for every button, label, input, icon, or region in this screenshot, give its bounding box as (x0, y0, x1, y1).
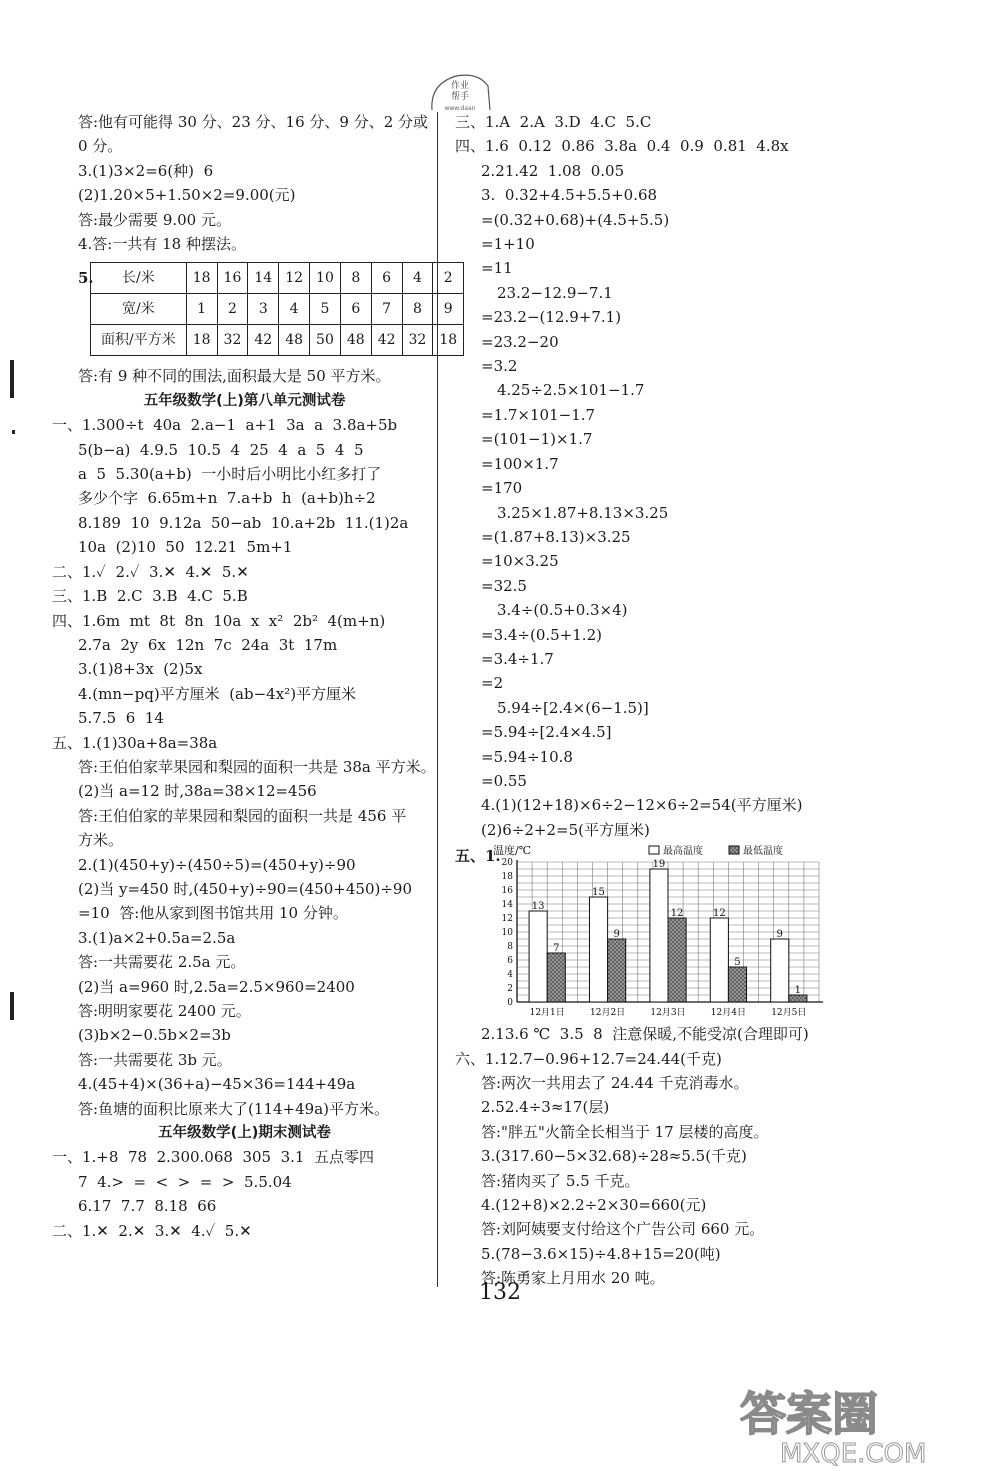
answer-line: 答:有 9 种不同的围法,面积最大是 50 平方米。 (78, 367, 391, 386)
data-label-low: 7 (553, 943, 560, 955)
legend-swatch-low (729, 846, 739, 854)
y-tick-label: 14 (501, 900, 513, 911)
answer-line: (2)当 a=960 时,2.5a=2.5×960=2400 (78, 977, 355, 996)
answer-line: 2.13.6 ℃ 3.5 8 注意保暖,不能受凉(合理即可) (481, 1025, 809, 1044)
answer-line: =5.94÷10.8 (481, 747, 573, 766)
data-label-high: 19 (652, 859, 666, 871)
answer-line: 0 分。 (78, 137, 123, 156)
answer-line: 8.189 10 9.12a 50−ab 10.a+2b 11.(1)2a (78, 513, 409, 532)
answer-line: 4.25÷2.5×101−1.7 (497, 381, 645, 400)
answer-line: (3)b×2−0.5b×2=3b (78, 1026, 231, 1045)
answer-line: =3.4÷1.7 (481, 649, 554, 668)
table-cell: 6 (340, 294, 371, 325)
margin-mark (12, 430, 15, 434)
data-label-high: 12 (712, 908, 726, 920)
y-tick-label: 16 (501, 886, 513, 897)
answer-line: 4.(45+4)×(36+a)−45×36=144+49a (78, 1075, 356, 1094)
x-tick-label: 12月4日 (710, 1008, 746, 1019)
answer-line: 四、1.6 0.12 0.86 3.8a 0.4 0.9 0.81 4.8x (455, 137, 789, 156)
table-cell: 4 (279, 294, 310, 325)
watermark-site: MXQE.COM (780, 1439, 927, 1468)
answer-line: 2.7a 2y 6x 12n 7c 24a 3t 17m (78, 635, 338, 654)
stamp-line-2: 帮手 (450, 92, 470, 102)
answer-line: 4.答:一共有 18 种摆法。 (78, 235, 246, 254)
table-cell: 4 (402, 263, 433, 294)
y-tick-label: 10 (501, 928, 513, 939)
answer-line: 答:最少需要 9.00 元。 (78, 210, 231, 229)
page-number: 132 (479, 1280, 521, 1305)
x-tick-label: 12月3日 (650, 1008, 686, 1019)
table-cell: 2 (217, 294, 248, 325)
bar-high-temp (589, 897, 607, 1002)
data-label-low: 5 (734, 957, 741, 969)
answer-line: 一、1.300÷t 40a 2.a−1 a+1 3a a 3.8a+5b (52, 416, 398, 435)
answer-line: =3.2 (481, 357, 518, 376)
table-cell: 5 (310, 294, 341, 325)
legend-label-low: 最低温度 (743, 846, 783, 858)
section-title: 五年级数学(上)期末测试卷 (158, 1125, 331, 1142)
table-cell: 10 (310, 263, 341, 294)
table-cell: 50 (310, 325, 341, 356)
answer-line: =170 (481, 479, 523, 498)
y-tick-label: 2 (507, 984, 513, 995)
answer-line: (2)当 a=12 时,38a=38×12=456 (78, 782, 317, 801)
table-row-header: 长/米 (91, 263, 187, 294)
answer-line: (2)1.20×5+1.50×2=9.00(元) (78, 186, 296, 205)
bar-low-temp (608, 939, 626, 1002)
bar-low-temp (668, 918, 686, 1002)
table-row (91, 325, 464, 356)
answer-line: 答:一共需要花 3b 元。 (78, 1050, 232, 1069)
answer-line: 23.2−12.9−7.1 (497, 283, 613, 302)
answer-line: =1+10 (481, 235, 535, 254)
answer-line: =11 (481, 259, 513, 278)
answer-line: 一、1.+8 78 2.300.068 305 3.1 五点零四 (52, 1148, 375, 1167)
data-label-low: 9 (613, 929, 620, 941)
y-tick-label: 20 (501, 858, 513, 869)
answer-line: =32.5 (481, 576, 527, 595)
answer-line: 4.(12+8)×2.2÷2×30=660(元) (481, 1196, 707, 1215)
left-answers-bottom (52, 364, 437, 1243)
answer-line: 5(b−a) 4.9.5 10.5 4 25 4 a 5 4 5 (78, 440, 364, 459)
answer-circle-watermark (720, 1378, 990, 1468)
data-label-high: 13 (531, 901, 545, 913)
right-answers-top (455, 110, 935, 842)
answer-line: 答:刘阿姨要支付给这个广告公司 660 元。 (481, 1220, 765, 1239)
bar-low-temp (789, 995, 807, 1002)
answer-line: 三、1.B 2.C 3.B 4.C 5.B (52, 587, 248, 606)
table-cell: 14 (248, 263, 279, 294)
answer-line: =10×3.25 (481, 552, 559, 571)
answer-line: 二、1.✕ 2.✕ 3.✕ 4.✓ 5.✕ (52, 1221, 252, 1240)
data-label-low: 12 (670, 908, 684, 920)
legend-label-high: 最高温度 (663, 846, 703, 858)
answer-line: 答:猪肉买了 5.5 千克。 (481, 1171, 640, 1190)
answer-line: =100×1.7 (481, 454, 559, 473)
bar-high-temp (650, 869, 668, 1002)
answer-line: =3.4÷(0.5+1.2) (481, 625, 602, 644)
x-tick-label: 12月2日 (590, 1008, 626, 1019)
margin-mark (10, 360, 14, 398)
answer-line: 答:"胖五"火箭全长相当于 17 层楼的高度。 (481, 1122, 769, 1141)
left-column (52, 110, 458, 1243)
table-row-header: 面积/平方米 (91, 325, 187, 356)
answer-line: =2 (481, 674, 504, 693)
answer-line: 3.25×1.87+8.13×3.25 (497, 503, 669, 522)
data-label-high: 15 (592, 887, 605, 899)
table-cell: 48 (279, 325, 310, 356)
answer-line: 答:明明家要花 2400 元。 (78, 1002, 251, 1020)
table-row (91, 263, 464, 294)
y-tick-label: 0 (507, 998, 513, 1009)
table-cell: 7 (371, 294, 402, 325)
table-cell: 32 (217, 325, 248, 356)
stamp-line-1: 作业 (450, 81, 470, 91)
answer-line: 3.(317.60−5×32.68)÷28≈5.5(千克) (481, 1147, 747, 1166)
table-cell: 42 (371, 325, 402, 356)
answer-line: =23.2−20 (481, 332, 559, 351)
answer-line: 答:一共需要花 2.5a 元。 (78, 953, 246, 972)
answer-line: =0.55 (481, 771, 527, 790)
y-tick-label: 12 (501, 914, 513, 925)
answer-line: 2.52.4÷3≈17(层) (481, 1098, 610, 1117)
answer-line: 3.4÷(0.5+0.3×4) (497, 601, 628, 620)
answer-line: 3.(1)8+3x (2)5x (78, 660, 203, 679)
table-cell: 48 (340, 325, 371, 356)
data-label-high: 9 (776, 929, 783, 941)
answer-line: 四、1.6m mt 8t 8n 10a x x² 2b² 4(m+n) (52, 611, 386, 630)
answer-line: 6.17 7.7 8.18 66 (78, 1197, 217, 1216)
answer-line: 答:王伯伯家的苹果园和梨园的面积一共是 456 平 (78, 806, 407, 825)
answer-line: 五、1.(1)30a+8a=38a (52, 733, 218, 752)
answer-line: 3. 0.32+4.5+5.5+0.68 (481, 186, 658, 205)
table-cell: 6 (371, 263, 402, 294)
answer-line: 10a (2)10 50 12.21 5m+1 (78, 538, 293, 557)
temperature-bar-chart (489, 842, 869, 1022)
answer-line: a 5 5.30(a+b) 一小时后小明比小红多打了 (78, 465, 382, 484)
answer-line: 方米。 (78, 831, 124, 850)
x-tick-label: 12月1日 (529, 1008, 565, 1019)
answer-line: 4.(1)(12+18)×6÷2−12×6÷2=54(平方厘米) (481, 796, 803, 815)
left-answers-top (52, 110, 437, 256)
answer-line: =23.2−(12.9+7.1) (481, 308, 622, 327)
table-cell: 12 (279, 263, 310, 294)
data-label-low: 1 (794, 985, 802, 997)
answer-line: =(101−1)×1.7 (481, 430, 593, 449)
table-cell: 8 (340, 263, 371, 294)
area-table-block (52, 262, 458, 356)
watermark-title: 答案圈 (740, 1387, 878, 1441)
answer-line: 5.94÷[2.4×(6−1.5)] (497, 698, 649, 717)
chart-question-number: 五、1. (455, 847, 501, 866)
answer-line: =10 答:他从家到图书馆共用 10 分钟。 (78, 904, 348, 923)
answer-line: (2)当 y=450 时,(450+y)÷90=(450+450)÷90 (78, 879, 413, 898)
table-cell: 18 (186, 263, 217, 294)
table-cell: 2 (433, 263, 464, 294)
answer-line: 答:鱼塘的面积比原来大了(114+49a)平方米。 (78, 1099, 389, 1118)
bar-low-temp (547, 953, 565, 1002)
table-cell: 8 (402, 294, 433, 325)
margin-mark (10, 992, 14, 1020)
answer-line: =5.94÷[2.4×4.5] (481, 723, 612, 742)
table-cell: 18 (186, 325, 217, 356)
answer-line: 三、1.A 2.A 3.D 4.C 5.C (455, 113, 652, 131)
table-cell: 1 (186, 294, 217, 325)
answer-line: 二、1.✓ 2.✓ 3.✕ 4.✕ 5.✕ (52, 562, 249, 581)
answer-line: =1.7×101−1.7 (481, 405, 596, 424)
answer-line: =(1.87+8.13)×3.25 (481, 527, 631, 546)
answer-line: 5.(78−3.6×15)÷4.8+15=20(吨) (481, 1244, 721, 1263)
table-row-header: 宽/米 (91, 294, 187, 325)
answer-line: 2.21.42 1.08 0.05 (481, 161, 625, 180)
table-cell: 42 (248, 325, 279, 356)
bar-low-temp (728, 967, 746, 1002)
table-row (91, 294, 464, 325)
answer-line: =(0.32+0.68)+(4.5+5.5) (481, 210, 670, 229)
legend-swatch-high (649, 846, 659, 854)
answer-line: 7 4.> = < > = > 5.5.04 (78, 1172, 292, 1191)
y-axis-label: 温度/℃ (493, 844, 532, 858)
answer-line: 答:陈勇家上月用水 20 吨。 (481, 1269, 665, 1288)
answer-line: 4.(mn−pq)平方厘米 (ab−4x²)平方厘米 (78, 684, 357, 703)
table-cell: 9 (433, 294, 464, 325)
answer-line: 答:王伯伯家苹果园和梨园的面积一共是 38a 平方米。 (78, 757, 436, 776)
table-question-number: 5. (78, 269, 94, 288)
table-cell: 3 (248, 294, 279, 325)
answer-line: 2.(1)(450+y)÷(450÷5)=(450+y)÷90 (78, 855, 356, 874)
section-title: 五年级数学(上)第八单元测试卷 (143, 392, 346, 409)
answer-line: (2)6÷2+2=5(平方厘米) (481, 820, 650, 839)
table-cell: 18 (433, 325, 464, 356)
answer-line: 答:他有可能得 30 分、23 分、16 分、9 分、2 分或 (78, 113, 429, 131)
answer-line: 多少个字 6.65m+n 7.a+b h (a+b)h÷2 (78, 489, 376, 508)
right-column (455, 110, 935, 1291)
y-tick-label: 4 (507, 970, 513, 981)
bar-high-temp (529, 911, 547, 1002)
answer-line: 3.(1)a×2+0.5a=2.5a (78, 928, 236, 947)
temperature-chart-block (455, 842, 935, 1022)
area-table (90, 262, 464, 356)
answer-line: 六、1.12.7−0.96+12.7=24.44(千克) (455, 1049, 722, 1068)
stamp-line-3: www.daan (444, 105, 476, 112)
answer-line: 答:两次一共用去了 24.44 千克消毒水。 (481, 1074, 749, 1092)
table-cell: 32 (402, 325, 433, 356)
bar-high-temp (710, 918, 728, 1002)
bar-high-temp (771, 939, 789, 1002)
y-tick-label: 8 (507, 942, 513, 953)
x-tick-label: 12月5日 (771, 1008, 807, 1019)
table-cell: 16 (217, 263, 248, 294)
right-answers-bottom (455, 1022, 935, 1290)
answer-line: 5.7.5 6 14 (78, 709, 164, 728)
answer-line: 3.(1)3×2=6(种) 6 (78, 161, 214, 180)
y-tick-label: 18 (501, 872, 513, 883)
y-tick-label: 6 (507, 956, 513, 967)
